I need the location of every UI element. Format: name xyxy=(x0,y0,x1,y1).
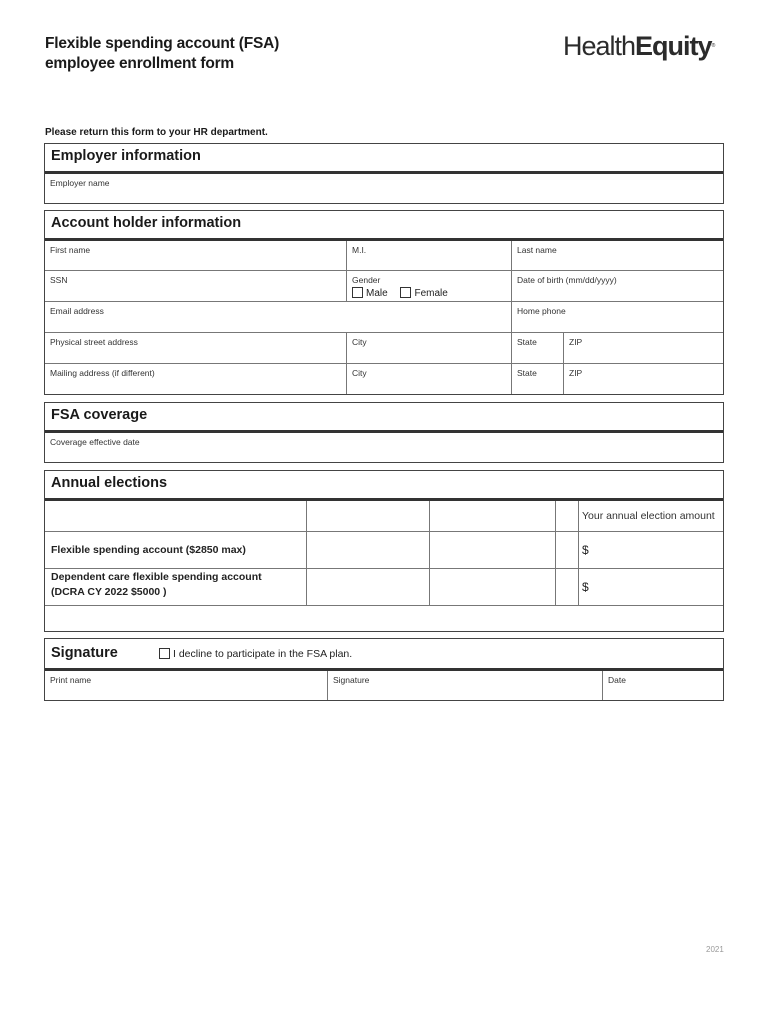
fsa-election-row xyxy=(45,531,723,568)
print-name-label: Print name xyxy=(50,675,92,685)
decline-option[interactable] xyxy=(159,648,352,660)
last-name-label: Last name xyxy=(517,245,557,255)
female-label: Female xyxy=(414,288,448,299)
form-title-line2: employee enrollment form xyxy=(45,55,234,72)
ssn-row xyxy=(45,270,723,301)
elections-header-row xyxy=(45,501,723,531)
dcfsa-dollar-sign: $ xyxy=(582,580,589,594)
decline-checkbox[interactable] xyxy=(159,648,170,659)
dcfsa-label-line1: Dependent care flexible spending account xyxy=(51,571,262,583)
date-field[interactable] xyxy=(602,671,723,700)
zip-field[interactable] xyxy=(563,333,723,363)
coverage-date-label: Coverage effective date xyxy=(50,437,140,447)
form-title-line1: Flexible spending account (FSA) xyxy=(45,35,280,52)
female-checkbox[interactable] xyxy=(400,287,411,298)
form-year: 2021 xyxy=(706,945,724,954)
amount-column-header: Your annual election amount xyxy=(578,501,723,531)
first-name-label: First name xyxy=(50,245,91,255)
mailing-zip-label: ZIP xyxy=(569,368,583,378)
email-field[interactable] xyxy=(45,302,511,332)
coverage-section xyxy=(44,402,724,463)
ssn-label: SSN xyxy=(50,275,68,285)
mailing-row xyxy=(45,363,723,394)
last-name-field[interactable] xyxy=(511,241,723,270)
signature-heading: Signature xyxy=(51,645,118,661)
mi-field[interactable] xyxy=(346,241,511,270)
mailing-state-label: State xyxy=(517,368,537,378)
account-holder-section xyxy=(44,210,724,395)
coverage-heading: FSA coverage xyxy=(45,403,723,433)
home-phone-field[interactable] xyxy=(511,302,723,332)
dcfsa-amount-field[interactable] xyxy=(578,569,723,605)
signature-field[interactable] xyxy=(327,671,602,700)
signature-row xyxy=(45,671,723,700)
employer-section xyxy=(44,143,724,204)
first-name-field[interactable] xyxy=(45,241,346,270)
elections-spacer-row xyxy=(45,605,723,631)
email-label: Email address xyxy=(50,306,104,316)
ssn-field[interactable] xyxy=(45,271,346,301)
mailing-state-field[interactable] xyxy=(511,364,563,394)
dcfsa-election-label xyxy=(51,570,262,600)
elections-heading: Annual elections xyxy=(45,471,723,501)
date-label: Date xyxy=(608,675,626,685)
form-title xyxy=(45,34,279,74)
fsa-election-label: Flexible spending account ($2850 max) xyxy=(51,544,246,556)
state-field[interactable] xyxy=(511,333,563,363)
mailing-city-label: City xyxy=(352,368,367,378)
healthequity-logo: HealthEquity® xyxy=(563,31,716,61)
state-label: State xyxy=(517,337,537,347)
print-name-field[interactable] xyxy=(45,671,327,700)
mailing-city-field[interactable] xyxy=(346,364,511,394)
city-label: City xyxy=(352,337,367,347)
home-phone-label: Home phone xyxy=(517,306,566,316)
street-label: Physical street address xyxy=(50,337,138,347)
street-address-field[interactable] xyxy=(45,333,346,363)
mailing-label: Mailing address (if different) xyxy=(50,368,155,378)
employer-name-label: Employer name xyxy=(50,178,110,188)
coverage-date-field[interactable] xyxy=(45,433,723,462)
decline-label: I decline to participate in the FSA plan. xyxy=(173,648,353,660)
gender-label: Gender xyxy=(352,275,381,285)
mailing-address-field[interactable] xyxy=(45,364,346,394)
fsa-dollar-sign: $ xyxy=(582,543,589,557)
signature-label: Signature xyxy=(333,675,370,685)
gender-male-option[interactable] xyxy=(352,288,388,299)
mi-label: M.I. xyxy=(352,245,367,255)
dob-field[interactable] xyxy=(511,271,723,301)
dcfsa-label-line2: (DCRA CY 2022 $5000 ) xyxy=(51,586,167,598)
mailing-zip-field[interactable] xyxy=(563,364,723,394)
dcfsa-election-row xyxy=(45,568,723,605)
email-row xyxy=(45,301,723,332)
zip-label: ZIP xyxy=(569,337,583,347)
male-label: Male xyxy=(366,288,388,299)
gender-female-option[interactable] xyxy=(400,288,447,299)
return-instruction: Please return this form to your HR department. xyxy=(45,127,268,138)
employer-name-field[interactable] xyxy=(45,174,723,203)
elections-section xyxy=(44,470,724,632)
signature-section xyxy=(44,638,724,701)
male-checkbox[interactable] xyxy=(352,287,363,298)
street-row xyxy=(45,332,723,363)
name-row xyxy=(45,241,723,270)
account-holder-heading: Account holder information xyxy=(45,211,723,241)
city-field[interactable] xyxy=(346,333,511,363)
employer-heading: Employer information xyxy=(45,144,723,174)
dob-label: Date of birth (mm/dd/yyyy) xyxy=(517,275,617,285)
fsa-amount-field[interactable] xyxy=(578,532,723,568)
gender-field xyxy=(346,271,511,301)
